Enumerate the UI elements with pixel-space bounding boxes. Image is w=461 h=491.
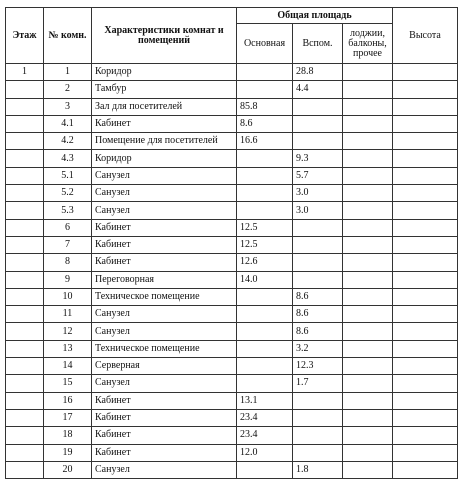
- loggia-area-cell: [343, 340, 393, 357]
- loggia-area-cell: [343, 461, 393, 478]
- height-cell: [393, 444, 458, 461]
- header-room-number: № комн.: [44, 8, 92, 64]
- main-area-cell: 12.0: [237, 444, 293, 461]
- floor-cell: [6, 236, 44, 253]
- room-description-cell: Тамбур: [92, 81, 237, 98]
- room-description-cell: Кабинет: [92, 444, 237, 461]
- floor-cell: [6, 167, 44, 184]
- height-cell: [393, 461, 458, 478]
- height-cell: [393, 323, 458, 340]
- loggia-area-cell: [343, 133, 393, 150]
- aux-area-cell: [293, 409, 343, 426]
- room-description-cell: Зал для посетителей: [92, 98, 237, 115]
- table-row: [6, 323, 458, 340]
- loggia-area-cell: [343, 81, 393, 98]
- table-row: [6, 115, 458, 132]
- main-area-cell: 16.6: [237, 133, 293, 150]
- room-description-cell: Кабинет: [92, 254, 237, 271]
- table-row: [6, 202, 458, 219]
- aux-area-cell: 1.7: [293, 375, 343, 392]
- height-cell: [393, 98, 458, 115]
- floor-cell: [6, 323, 44, 340]
- aux-area-cell: 12.3: [293, 358, 343, 375]
- floor-cell: [6, 409, 44, 426]
- table-row: [6, 150, 458, 167]
- table-row: [6, 98, 458, 115]
- header-height: Высота: [393, 8, 458, 64]
- room-number-cell: 12: [44, 323, 92, 340]
- header-floor: Этаж: [6, 8, 44, 64]
- room-description-cell: Кабинет: [92, 236, 237, 253]
- loggia-area-cell: [343, 64, 393, 81]
- table-row: [6, 185, 458, 202]
- aux-area-cell: [293, 115, 343, 132]
- floor-cell: [6, 375, 44, 392]
- main-area-cell: 8.6: [237, 115, 293, 132]
- floor-cell: [6, 150, 44, 167]
- room-description-cell: Кабинет: [92, 392, 237, 409]
- floor-cell: [6, 392, 44, 409]
- room-description-cell: Кабинет: [92, 427, 237, 444]
- room-number-cell: 14: [44, 358, 92, 375]
- main-area-cell: 23.4: [237, 427, 293, 444]
- table-row: [6, 392, 458, 409]
- height-cell: [393, 64, 458, 81]
- loggia-area-cell: [343, 427, 393, 444]
- loggia-area-cell: [343, 409, 393, 426]
- aux-area-cell: [293, 98, 343, 115]
- loggia-area-cell: [343, 167, 393, 184]
- height-cell: [393, 81, 458, 98]
- aux-area-cell: [293, 444, 343, 461]
- aux-area-cell: 9.3: [293, 150, 343, 167]
- room-description-cell: Кабинет: [92, 115, 237, 132]
- aux-area-cell: 5.7: [293, 167, 343, 184]
- main-area-cell: [237, 461, 293, 478]
- room-number-cell: 5.2: [44, 185, 92, 202]
- room-description-cell: Переговорная: [92, 271, 237, 288]
- main-area-cell: [237, 150, 293, 167]
- room-area-sheet: [5, 7, 458, 479]
- room-description-cell: Санузел: [92, 202, 237, 219]
- table-row: [6, 306, 458, 323]
- main-area-cell: [237, 185, 293, 202]
- floor-cell: [6, 202, 44, 219]
- height-cell: [393, 340, 458, 357]
- room-number-cell: 5.3: [44, 202, 92, 219]
- aux-area-cell: 8.6: [293, 323, 343, 340]
- aux-area-cell: 3.2: [293, 340, 343, 357]
- room-number-cell: 9: [44, 271, 92, 288]
- room-description-cell: Кабинет: [92, 219, 237, 236]
- table-row: [6, 271, 458, 288]
- loggia-area-cell: [343, 115, 393, 132]
- room-number-cell: 18: [44, 427, 92, 444]
- table-row: [6, 81, 458, 98]
- height-cell: [393, 392, 458, 409]
- table-row: [6, 64, 458, 81]
- room-number-cell: 2: [44, 81, 92, 98]
- height-cell: [393, 409, 458, 426]
- aux-area-cell: 8.6: [293, 288, 343, 305]
- room-area-table: [5, 7, 458, 479]
- height-cell: [393, 133, 458, 150]
- table-row: [6, 133, 458, 150]
- aux-area-cell: [293, 219, 343, 236]
- height-cell: [393, 202, 458, 219]
- aux-area-cell: 4.4: [293, 81, 343, 98]
- table-row: [6, 254, 458, 271]
- header-total-area: Общая площадь: [237, 8, 393, 24]
- main-area-cell: [237, 64, 293, 81]
- loggia-area-cell: [343, 185, 393, 202]
- table-row: [6, 409, 458, 426]
- height-cell: [393, 271, 458, 288]
- height-cell: [393, 427, 458, 444]
- loggia-area-cell: [343, 358, 393, 375]
- height-cell: [393, 306, 458, 323]
- main-area-cell: 12.5: [237, 236, 293, 253]
- floor-cell: [6, 340, 44, 357]
- floor-cell: [6, 98, 44, 115]
- main-area-cell: [237, 358, 293, 375]
- main-area-cell: 14.0: [237, 271, 293, 288]
- height-cell: [393, 375, 458, 392]
- loggia-area-cell: [343, 150, 393, 167]
- table-row: [6, 219, 458, 236]
- floor-cell: [6, 306, 44, 323]
- main-area-cell: 12.6: [237, 254, 293, 271]
- table-row: [6, 167, 458, 184]
- room-description-cell: Помещение для посетителей: [92, 133, 237, 150]
- main-area-cell: [237, 323, 293, 340]
- floor-cell: [6, 254, 44, 271]
- table-row: [6, 340, 458, 357]
- floor-cell: [6, 444, 44, 461]
- height-cell: [393, 167, 458, 184]
- loggia-area-cell: [343, 444, 393, 461]
- aux-area-cell: 8.6: [293, 306, 343, 323]
- table-row: [6, 444, 458, 461]
- height-cell: [393, 254, 458, 271]
- header-loggias: лоджии, балконы, прочее: [343, 24, 393, 64]
- room-number-cell: 5.1: [44, 167, 92, 184]
- main-area-cell: [237, 167, 293, 184]
- table-row: [6, 358, 458, 375]
- floor-cell: [6, 358, 44, 375]
- header-description: Характеристики комнат и помещений: [92, 8, 237, 64]
- room-description-cell: Санузел: [92, 323, 237, 340]
- table-row: [6, 375, 458, 392]
- room-description-cell: Санузел: [92, 306, 237, 323]
- main-area-cell: 23.4: [237, 409, 293, 426]
- room-number-cell: 4.3: [44, 150, 92, 167]
- room-description-cell: Кабинет: [92, 409, 237, 426]
- room-rows: [6, 64, 458, 479]
- aux-area-cell: [293, 427, 343, 444]
- room-description-cell: Санузел: [92, 375, 237, 392]
- room-number-cell: 4.1: [44, 115, 92, 132]
- room-description-cell: Техническое помещение: [92, 288, 237, 305]
- loggia-area-cell: [343, 219, 393, 236]
- room-description-cell: Санузел: [92, 461, 237, 478]
- height-cell: [393, 236, 458, 253]
- loggia-area-cell: [343, 254, 393, 271]
- floor-cell: 1: [6, 64, 44, 81]
- loggia-area-cell: [343, 98, 393, 115]
- table-row: [6, 461, 458, 478]
- height-cell: [393, 358, 458, 375]
- floor-cell: [6, 219, 44, 236]
- floor-cell: [6, 185, 44, 202]
- aux-area-cell: 3.0: [293, 202, 343, 219]
- height-cell: [393, 150, 458, 167]
- header-main-area: Основная: [237, 24, 293, 64]
- room-number-cell: 17: [44, 409, 92, 426]
- main-area-cell: 12.5: [237, 219, 293, 236]
- room-description-cell: Коридор: [92, 150, 237, 167]
- room-number-cell: 20: [44, 461, 92, 478]
- room-description-cell: Техническое помещение: [92, 340, 237, 357]
- loggia-area-cell: [343, 323, 393, 340]
- main-area-cell: [237, 375, 293, 392]
- main-area-cell: [237, 306, 293, 323]
- main-area-cell: [237, 81, 293, 98]
- main-area-cell: 85.8: [237, 98, 293, 115]
- aux-area-cell: 3.0: [293, 185, 343, 202]
- main-area-cell: 13.1: [237, 392, 293, 409]
- room-number-cell: 6: [44, 219, 92, 236]
- height-cell: [393, 219, 458, 236]
- table-row: [6, 288, 458, 305]
- room-number-cell: 16: [44, 392, 92, 409]
- main-area-cell: [237, 202, 293, 219]
- room-number-cell: 7: [44, 236, 92, 253]
- aux-area-cell: [293, 392, 343, 409]
- aux-area-cell: [293, 236, 343, 253]
- room-number-cell: 15: [44, 375, 92, 392]
- loggia-area-cell: [343, 288, 393, 305]
- room-number-cell: 8: [44, 254, 92, 271]
- height-cell: [393, 115, 458, 132]
- loggia-area-cell: [343, 375, 393, 392]
- main-area-cell: [237, 288, 293, 305]
- loggia-area-cell: [343, 271, 393, 288]
- loggia-area-cell: [343, 202, 393, 219]
- room-number-cell: 1: [44, 64, 92, 81]
- header-aux-area: Вспом.: [293, 24, 343, 64]
- room-description-cell: Санузел: [92, 185, 237, 202]
- aux-area-cell: [293, 133, 343, 150]
- loggia-area-cell: [343, 236, 393, 253]
- loggia-area-cell: [343, 392, 393, 409]
- loggia-area-cell: [343, 306, 393, 323]
- aux-area-cell: 28.8: [293, 64, 343, 81]
- floor-cell: [6, 271, 44, 288]
- room-number-cell: 10: [44, 288, 92, 305]
- room-number-cell: 19: [44, 444, 92, 461]
- height-cell: [393, 185, 458, 202]
- room-description-cell: Санузел: [92, 167, 237, 184]
- floor-cell: [6, 81, 44, 98]
- floor-cell: [6, 288, 44, 305]
- table-row: [6, 236, 458, 253]
- main-area-cell: [237, 340, 293, 357]
- aux-area-cell: 1.8: [293, 461, 343, 478]
- aux-area-cell: [293, 254, 343, 271]
- floor-cell: [6, 427, 44, 444]
- floor-cell: [6, 133, 44, 150]
- aux-area-cell: [293, 271, 343, 288]
- room-description-cell: Серверная: [92, 358, 237, 375]
- floor-cell: [6, 461, 44, 478]
- room-number-cell: 13: [44, 340, 92, 357]
- height-cell: [393, 288, 458, 305]
- room-number-cell: 11: [44, 306, 92, 323]
- floor-cell: [6, 115, 44, 132]
- table-row: [6, 427, 458, 444]
- room-description-cell: Коридор: [92, 64, 237, 81]
- room-number-cell: 4.2: [44, 133, 92, 150]
- room-number-cell: 3: [44, 98, 92, 115]
